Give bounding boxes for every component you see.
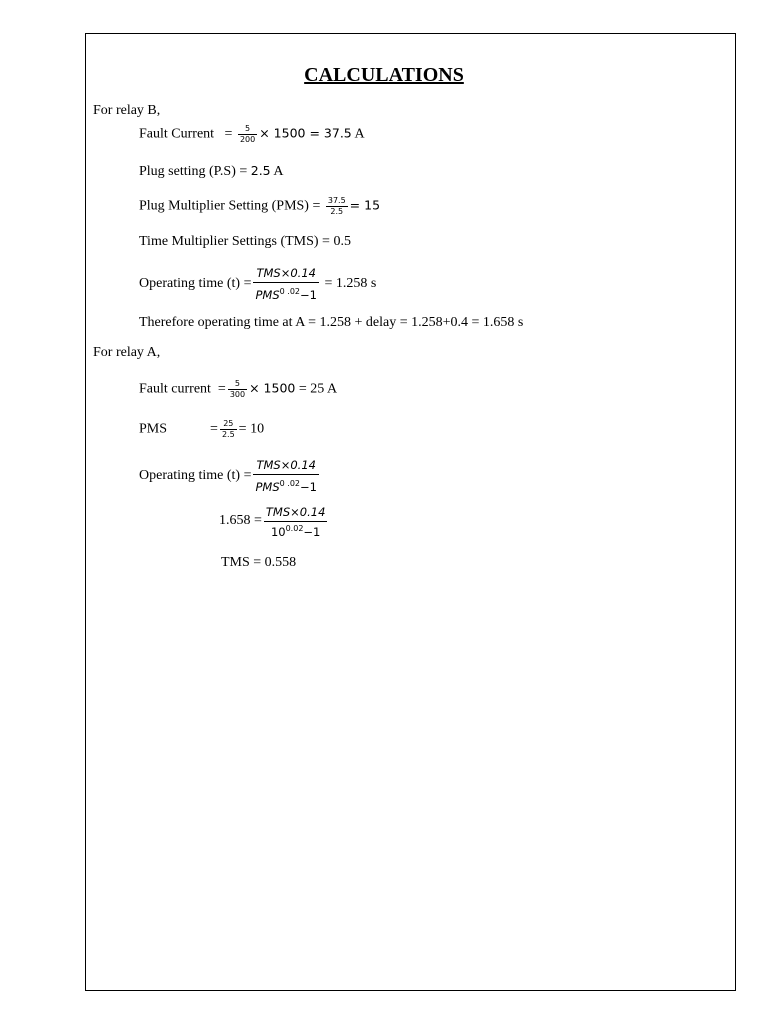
fraction-denominator: 2.5 bbox=[221, 430, 235, 439]
relay-b-fault-current bbox=[139, 124, 365, 145]
pms-result: = 15 bbox=[349, 197, 381, 213]
pms-fraction bbox=[326, 196, 348, 217]
relay-b-tms: Time Multiplier Settings (TMS) = 0.5 bbox=[139, 234, 351, 249]
relay-a-tms-result: TMS = 0.558 bbox=[221, 555, 297, 570]
relay-b-heading: For relay B, bbox=[93, 103, 161, 118]
equals-sign: = bbox=[210, 421, 218, 437]
relay-b-plug-setting bbox=[139, 162, 284, 181]
page-title: CALCULATIONS bbox=[304, 64, 464, 86]
fraction-denominator: $PMS^{0 .02}-1$ bbox=[255, 287, 317, 302]
fault-current-unit: A bbox=[354, 126, 365, 142]
fault-current-fraction bbox=[238, 124, 257, 145]
equals-sign: = bbox=[224, 126, 233, 142]
fault-current-result: = 25 A bbox=[298, 381, 338, 397]
relay-a-equation bbox=[219, 503, 329, 539]
pms-label: Plug Multiplier Setting (PMS) = bbox=[139, 198, 321, 214]
pms-result: = 10 bbox=[238, 421, 265, 437]
pms-fraction bbox=[220, 419, 237, 440]
relay-a-operating-time bbox=[139, 456, 321, 496]
operating-time-label: Operating time (t) = bbox=[139, 468, 252, 484]
fraction-numerator: 37.5 bbox=[327, 196, 346, 205]
equals-sign: = bbox=[217, 381, 226, 397]
equation-fraction bbox=[264, 503, 328, 539]
fraction-denominator: 300 bbox=[229, 390, 246, 399]
fraction-numerator: TMS×0.14 bbox=[253, 456, 318, 475]
operating-time-fraction bbox=[253, 456, 318, 496]
fraction-numerator: TMS×0.14 bbox=[264, 503, 328, 522]
fraction-denominator: $PMS^{0 .02}-1$ bbox=[255, 479, 317, 494]
fault-current-fraction bbox=[228, 379, 247, 400]
operating-time-result: = 1.258 s bbox=[324, 276, 377, 292]
plug-setting-label: Plug setting (P.S) = bbox=[139, 164, 248, 179]
relay-b-therefore: Therefore operating time at A = 1.258 + delay = 1.258+0.4 = 1.658 s bbox=[139, 315, 524, 330]
relay-a-fault-current bbox=[139, 379, 337, 400]
plug-setting-unit: A bbox=[273, 164, 284, 179]
pms-label: PMS bbox=[139, 421, 168, 437]
fault-current-expression: × 1500 = 37.5 bbox=[259, 125, 352, 141]
relay-b-operating-time bbox=[139, 264, 376, 304]
fraction-numerator: 5 bbox=[228, 379, 247, 390]
relay-b-pms bbox=[139, 196, 380, 217]
relay-a-pms bbox=[139, 419, 264, 440]
fraction-denominator: 200 bbox=[239, 135, 256, 144]
plug-setting-value: 2.5 bbox=[250, 163, 271, 178]
fraction-denominator: $10^{0.02}-1$ bbox=[270, 524, 321, 539]
fraction-numerator: TMS×0.14 bbox=[253, 264, 318, 283]
fraction-numerator: 25 bbox=[220, 419, 237, 430]
fraction-denominator: 2.5 bbox=[330, 207, 344, 216]
fraction-numerator: 5 bbox=[238, 124, 257, 135]
fault-current-label: Fault current bbox=[139, 381, 211, 397]
equation-lhs: 1.658 = bbox=[219, 513, 262, 529]
fault-current-expression: × 1500 bbox=[249, 380, 296, 396]
operating-time-fraction bbox=[253, 264, 318, 304]
fault-current-label: Fault Current bbox=[139, 126, 215, 142]
operating-time-label: Operating time (t) = bbox=[139, 276, 252, 292]
relay-a-heading: For relay A, bbox=[93, 345, 161, 360]
